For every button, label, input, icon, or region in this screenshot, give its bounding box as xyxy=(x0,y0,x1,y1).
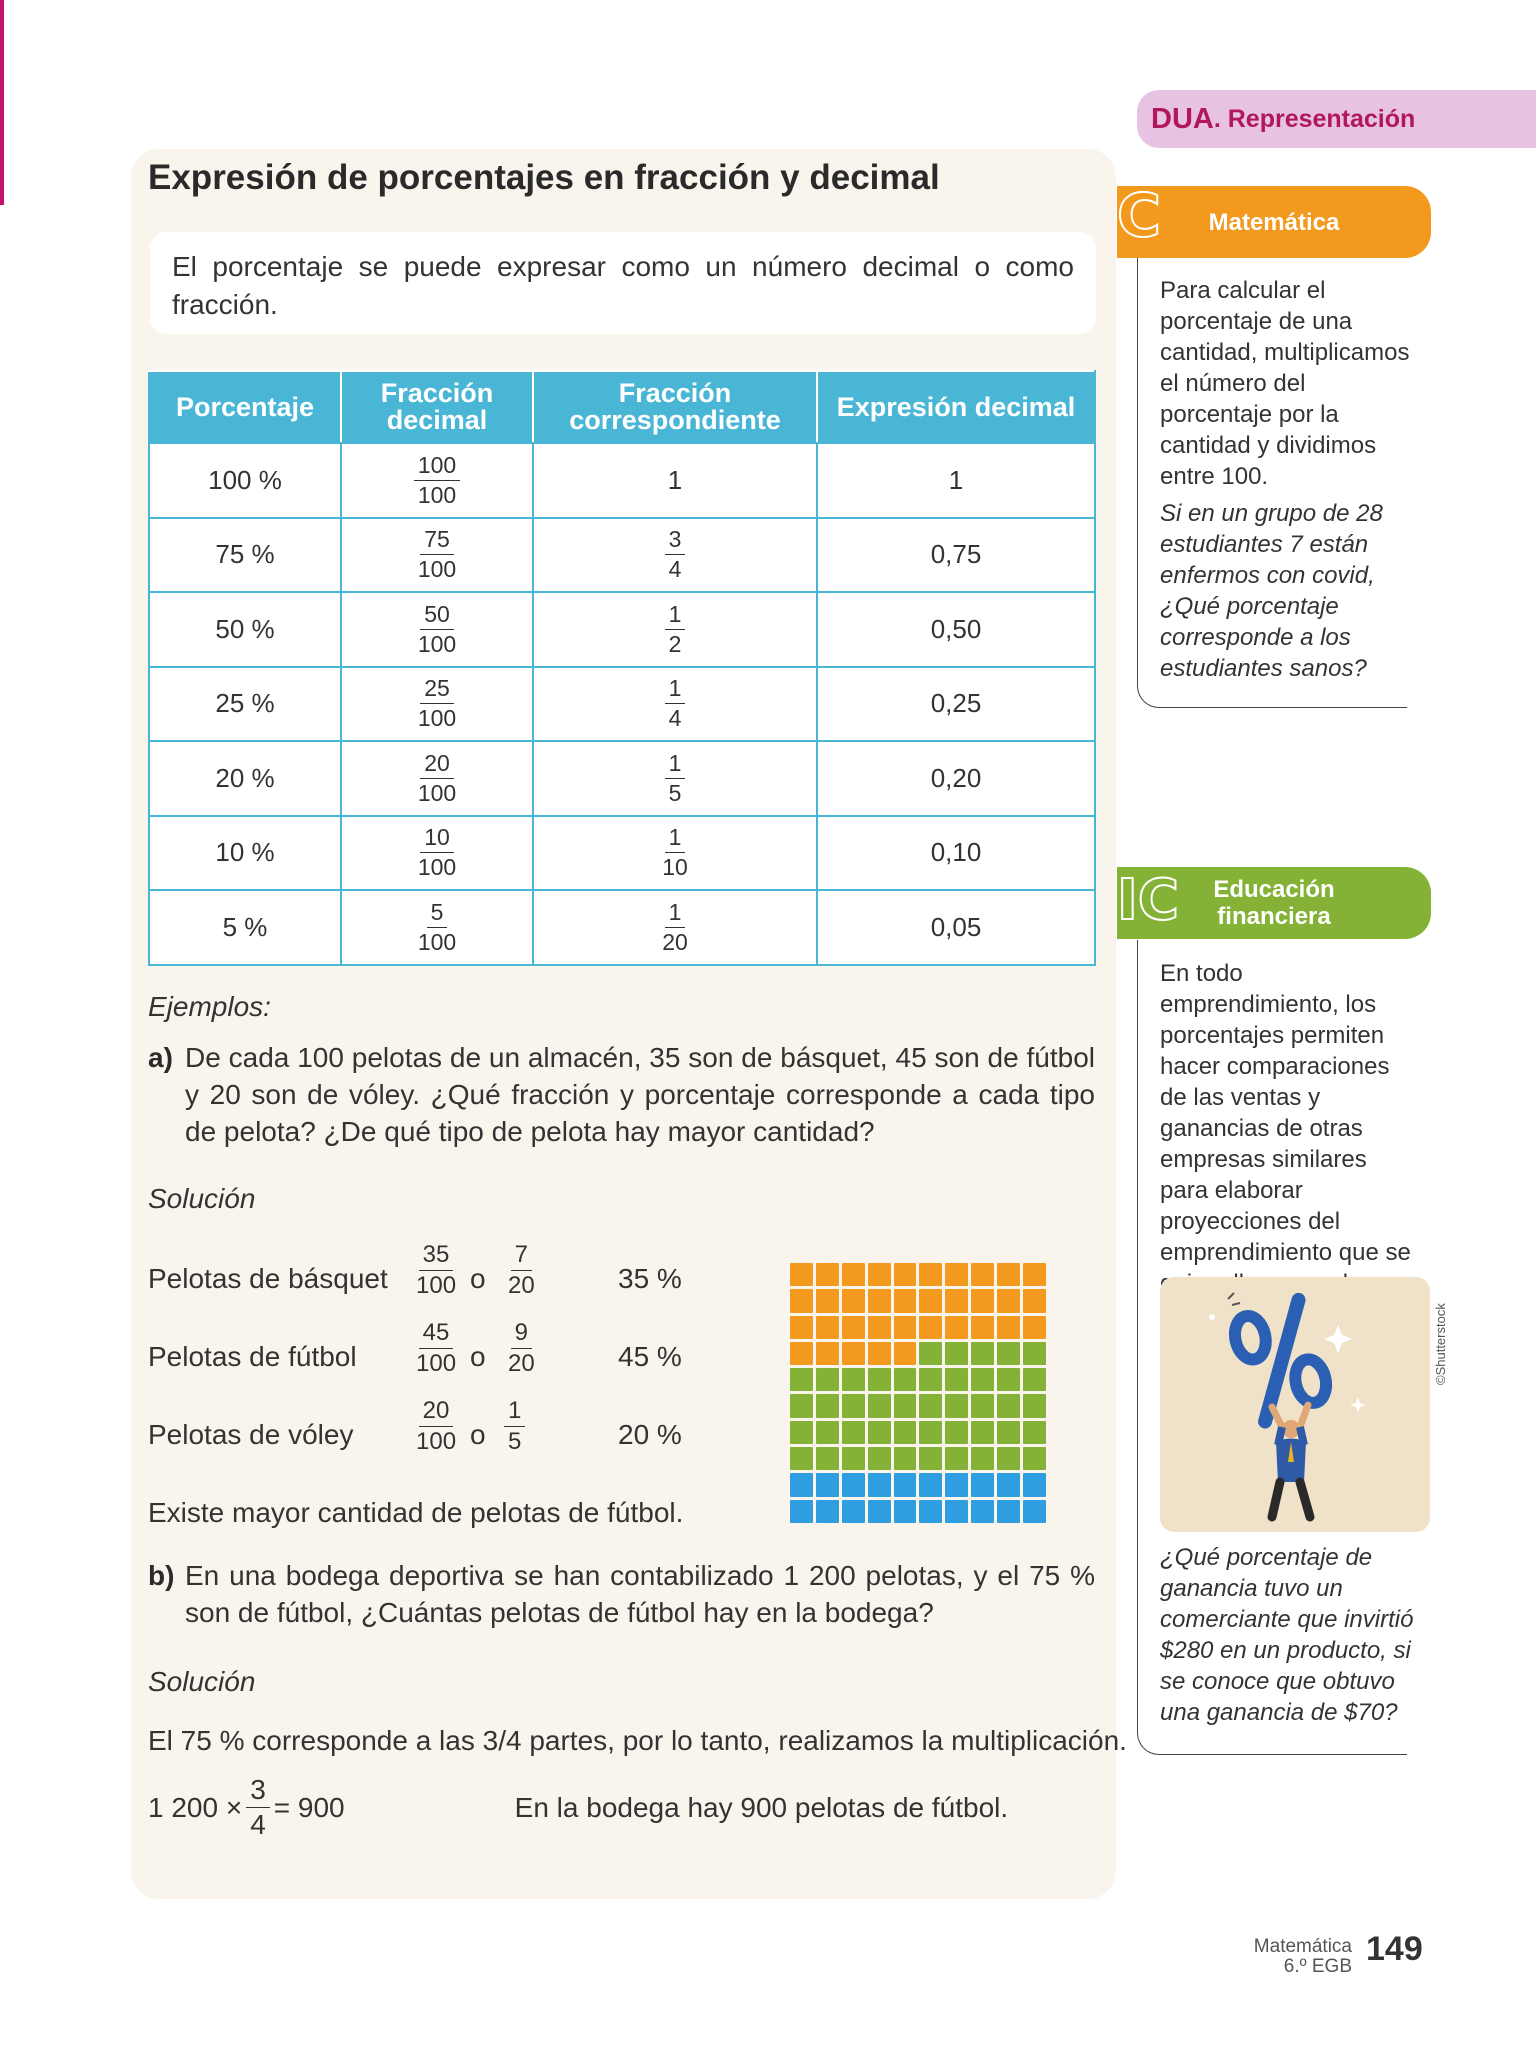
table-header-row xyxy=(149,371,1095,443)
corresponding-fraction xyxy=(665,749,686,806)
cell-corresponding-fraction xyxy=(533,741,817,816)
solution-row xyxy=(148,1243,708,1319)
cell-percentage: 50 % xyxy=(149,592,341,667)
fraction-numerator: 1 xyxy=(504,1399,525,1427)
grid-cell-futbol xyxy=(1023,1394,1046,1417)
percent-illustration xyxy=(1160,1277,1430,1532)
calc-answer: En la bodega hay 900 pelotas de fútbol. xyxy=(514,1791,1009,1823)
grid-cell-basquet xyxy=(842,1342,865,1365)
grid-cell-voley xyxy=(868,1473,891,1496)
solution-a-label: Solución xyxy=(148,1183,256,1214)
fraction-denominator: 20 xyxy=(508,1350,535,1377)
grid-cell-futbol xyxy=(945,1368,968,1391)
grid-cell-basquet xyxy=(919,1263,942,1286)
solution-b-label: Solución xyxy=(148,1666,256,1697)
header-fraccion-decimal: Fracción decimal xyxy=(341,371,533,443)
grid-cell-basquet xyxy=(868,1342,891,1365)
dua-banner xyxy=(1137,90,1536,148)
cell-percentage: 20 % xyxy=(149,741,341,816)
grid-cell-futbol xyxy=(842,1394,865,1417)
dua-label: DUA xyxy=(1151,102,1214,135)
grid-cell-futbol xyxy=(971,1368,994,1391)
grid-cell-basquet xyxy=(997,1289,1020,1312)
fraction-denominator: 100 xyxy=(417,779,457,806)
grid-cell-futbol xyxy=(868,1368,891,1391)
cell-percentage: 25 % xyxy=(149,667,341,742)
decimal-fraction xyxy=(414,451,460,508)
cell-decimal-fraction xyxy=(341,890,533,965)
cell-percentage: 100 % xyxy=(149,443,341,518)
corresponding-fraction xyxy=(665,528,686,581)
grid-cell-futbol xyxy=(842,1447,865,1470)
example-a-label: a) xyxy=(148,1042,173,1073)
grid-cell-futbol xyxy=(997,1394,1020,1417)
grid-cell-futbol xyxy=(945,1342,968,1365)
grid-cell-futbol xyxy=(971,1447,994,1470)
math-box-title: Matemática xyxy=(1208,208,1340,236)
fraction-denominator: 100 xyxy=(417,705,457,732)
calc-fraction-denominator: 4 xyxy=(250,1809,266,1840)
fraction-numerator: 10 xyxy=(420,826,454,853)
cell-decimal-expression: 0,25 xyxy=(817,667,1095,742)
header-porcentaje: Porcentaje xyxy=(149,371,341,443)
grid-cell-futbol xyxy=(945,1421,968,1444)
fraction-numerator: 35 xyxy=(419,1243,454,1271)
footer-subject-block xyxy=(1222,1937,1352,1977)
percentage-table xyxy=(148,370,1096,966)
table-row xyxy=(149,518,1095,593)
grid-cell-voley xyxy=(919,1500,942,1523)
examples-title: Ejemplos: xyxy=(148,991,271,1022)
fraction-denominator: 2 xyxy=(668,630,682,657)
intro-box xyxy=(150,232,1096,334)
grid-cell-voley xyxy=(997,1500,1020,1523)
fraction-denominator: 4 xyxy=(668,556,682,583)
footer-subject: Matemática xyxy=(1253,1936,1352,1957)
or-word: o xyxy=(470,1263,486,1294)
finance-box-text: En todo emprendimiento, los porcentajes permiten hacer comparaciones de las ventas y ganancias de otras empresas similares para elaborar proyecciones del emprendimiento que se xyxy=(1160,960,1411,1266)
table-row xyxy=(149,890,1095,965)
grid-cell-voley xyxy=(816,1473,839,1496)
math-box-question: Si en un grupo de 28 estudiantes 7 están enfermos con covid, ¿Qué porcentaje corresponde a los estudiantes sanos? xyxy=(1160,500,1383,682)
cell-decimal-fraction xyxy=(341,443,533,518)
grid-cell-futbol xyxy=(868,1447,891,1470)
finance-box-title: Educación financiera xyxy=(1213,876,1335,930)
grid-cell-basquet xyxy=(816,1342,839,1365)
fraction-numerator: 50 xyxy=(420,603,454,630)
fraction-numerator: 5 xyxy=(427,901,448,928)
grid-cell-basquet xyxy=(971,1289,994,1312)
grid-cell-basquet xyxy=(1023,1289,1046,1312)
calc-right: = 900 xyxy=(273,1791,345,1823)
grid-cell-futbol xyxy=(971,1342,994,1365)
solution-row xyxy=(148,1321,708,1397)
ball-type-label: Pelotas de fútbol xyxy=(148,1341,357,1372)
grid-cell-futbol xyxy=(842,1421,865,1444)
grid-cell-basquet xyxy=(842,1263,865,1286)
table-row xyxy=(149,443,1095,518)
example-b-text: En una bodega deportiva se han contabilizado 1 200 pelotas, y el 75 % son de fútbol, ¿Cuántas pelotas de fútbol hay en la bodega? xyxy=(185,1560,1095,1628)
fraction-numerator: 100 xyxy=(414,454,460,481)
fraction-denominator: 100 xyxy=(416,1350,457,1377)
grid-cell-voley xyxy=(842,1473,865,1496)
grid-cell-basquet xyxy=(1023,1263,1046,1286)
decimal-fraction xyxy=(414,528,460,581)
grid-cell-futbol xyxy=(997,1447,1020,1470)
businessman-percent-icon xyxy=(1160,1277,1430,1532)
grid-cell-futbol xyxy=(1023,1368,1046,1391)
grid-cell-futbol xyxy=(971,1394,994,1417)
cell-percentage: 75 % xyxy=(149,518,341,593)
table-row xyxy=(149,592,1095,667)
cell-decimal-fraction xyxy=(341,518,533,593)
example-a-text: De cada 100 pelotas de un almacén, 35 son de básquet, 45 son de fútbol y 20 son de vóley. ¿Qué fracción y porcentaje corresponde a cada tipo de pelota? ¿De qué tipo de pelota hay mayor cantidad? xyxy=(185,1042,1095,1147)
cell-percentage: 5 % xyxy=(149,890,341,965)
cell-corresponding-fraction xyxy=(533,667,817,742)
table-row xyxy=(149,741,1095,816)
grid-cell-futbol xyxy=(868,1394,891,1417)
fraction-numerator: 75 xyxy=(420,528,454,555)
fraction-numerator: 1 xyxy=(665,677,686,704)
cell-decimal-fraction xyxy=(341,667,533,742)
cell-decimal-expression: 0,75 xyxy=(817,518,1095,593)
grid-cell-voley xyxy=(868,1500,891,1523)
calc-fraction-numerator: 3 xyxy=(246,1776,270,1808)
cell-decimal-fraction xyxy=(341,592,533,667)
grid-cell-futbol xyxy=(894,1368,917,1391)
fraction-denominator: 10 xyxy=(662,854,688,881)
ball-percentage: 45 % xyxy=(618,1341,682,1372)
grid-cell-futbol xyxy=(868,1421,891,1444)
grid-cell-basquet xyxy=(997,1263,1020,1286)
edge-accent-bar xyxy=(0,0,4,205)
grid-cell-voley xyxy=(894,1473,917,1496)
grid-cell-futbol xyxy=(816,1421,839,1444)
simplified-fraction xyxy=(504,1243,539,1298)
cell-corresponding-fraction xyxy=(533,592,817,667)
math-box-text: Para calcular el porcentaje de una cantidad, multiplicamos el número del porcentaje por la cantidad y dividimos entre 100. xyxy=(1160,277,1410,490)
cell-decimal-expression: 0,50 xyxy=(817,592,1095,667)
fraction-numerator: 1 xyxy=(665,901,686,928)
cell-decimal-expression: 0,10 xyxy=(817,816,1095,891)
grid-cell-futbol xyxy=(919,1421,942,1444)
grid-cell-futbol xyxy=(790,1394,813,1417)
grid-cell-voley xyxy=(842,1500,865,1523)
grid-cell-basquet xyxy=(868,1263,891,1286)
fraction-denominator: 100 xyxy=(417,928,457,955)
grid-cell-futbol xyxy=(997,1421,1020,1444)
grid-cell-voley xyxy=(971,1500,994,1523)
fraction-denominator: 5 xyxy=(508,1428,522,1455)
simplified-fraction xyxy=(504,1321,539,1376)
grid-cell-futbol xyxy=(816,1368,839,1391)
table-row xyxy=(149,667,1095,742)
decimal-fraction xyxy=(414,677,460,730)
ball-type-label: Pelotas de básquet xyxy=(148,1263,388,1294)
cell-decimal-expression: 0,05 xyxy=(817,890,1095,965)
grid-cell-futbol xyxy=(894,1394,917,1417)
corresponding-fraction xyxy=(665,677,686,730)
grid-cell-basquet xyxy=(945,1263,968,1286)
grid-cell-voley xyxy=(997,1473,1020,1496)
fraction-denominator: 100 xyxy=(417,556,457,583)
header-fraccion-correspondiente: Fracción correspondiente xyxy=(533,371,817,443)
grid-cell-futbol xyxy=(1023,1342,1046,1365)
decimal-fraction xyxy=(414,898,460,955)
fraction-denominator: 100 xyxy=(416,1272,457,1299)
fraction-denominator: 5 xyxy=(668,779,682,806)
decimal-fraction xyxy=(412,1399,460,1454)
fraction-numerator: 20 xyxy=(420,752,454,779)
cell-decimal-expression: 1 xyxy=(817,443,1095,518)
cell-decimal-fraction xyxy=(341,816,533,891)
grid-cell-basquet xyxy=(790,1342,813,1365)
intro-text: El porcentaje se puede expresar como un número decimal o como fracción. xyxy=(172,251,1074,320)
conclusion-a: Existe mayor cantidad de pelotas de fútbol. xyxy=(148,1497,684,1528)
grid-cell-basquet xyxy=(790,1316,813,1339)
grid-cell-basquet xyxy=(919,1289,942,1312)
fraction-denominator: 100 xyxy=(417,854,457,881)
grid-cell-voley xyxy=(790,1500,813,1523)
cell-decimal-fraction xyxy=(341,741,533,816)
ball-percentage: 20 % xyxy=(618,1419,682,1450)
fraction-numerator: 3 xyxy=(665,528,686,555)
cell-decimal-expression: 0,20 xyxy=(817,741,1095,816)
solution-b-text: El 75 % corresponde a las 3/4 partes, por lo tanto, realizamos la multiplicación. xyxy=(148,1725,1127,1756)
fraction-numerator: 1 xyxy=(665,603,686,630)
corresponding-whole: 1 xyxy=(667,464,683,495)
grid-cell-voley xyxy=(919,1473,942,1496)
grid-cell-futbol xyxy=(790,1368,813,1391)
grid-cell-futbol xyxy=(919,1368,942,1391)
ball-type-label: Pelotas de vóley xyxy=(148,1419,354,1450)
cell-corresponding-fraction xyxy=(533,890,817,965)
calculation xyxy=(148,1776,1008,1839)
grid-cell-futbol xyxy=(919,1447,942,1470)
table-body xyxy=(149,443,1095,965)
grid-cell-futbol xyxy=(945,1447,968,1470)
fraction-denominator: 100 xyxy=(417,481,457,508)
grid-cell-voley xyxy=(945,1500,968,1523)
dua-representation-label: . Representación xyxy=(1213,104,1416,133)
fraction-numerator: 45 xyxy=(419,1321,454,1349)
grid-cell-voley xyxy=(1023,1500,1046,1523)
grid-cell-basquet xyxy=(894,1342,917,1365)
hundred-grid xyxy=(790,1263,1046,1523)
grid-cell-basquet xyxy=(945,1289,968,1312)
fraction-denominator: 20 xyxy=(662,928,688,955)
grid-cell-voley xyxy=(894,1500,917,1523)
grid-cell-basquet xyxy=(816,1316,839,1339)
page-title: Expresión de porcentajes en fracción y decimal xyxy=(148,158,940,197)
decimal-fraction xyxy=(414,826,460,879)
grid-cell-basquet xyxy=(842,1316,865,1339)
cell-corresponding-fraction xyxy=(533,518,817,593)
simplified-fraction xyxy=(504,1399,525,1454)
grid-cell-voley xyxy=(790,1473,813,1496)
image-credit: ©Shutterstock xyxy=(1433,1303,1448,1385)
ic-logo-icon: IC xyxy=(1117,868,1179,933)
decimal-fraction xyxy=(414,749,460,806)
fraction-numerator: 20 xyxy=(419,1399,454,1427)
fraction-denominator: 4 xyxy=(668,705,682,732)
grid-cell-futbol xyxy=(894,1447,917,1470)
grid-cell-basquet xyxy=(842,1289,865,1312)
corresponding-fraction xyxy=(665,600,686,657)
math-box-header xyxy=(1117,181,1431,258)
fraction-numerator: 9 xyxy=(511,1321,532,1349)
example-b-label: b) xyxy=(148,1560,175,1591)
grid-cell-voley xyxy=(945,1473,968,1496)
fraction-denominator: 100 xyxy=(417,630,457,657)
grid-cell-futbol xyxy=(816,1447,839,1470)
grid-cell-futbol xyxy=(894,1421,917,1444)
grid-cell-basquet xyxy=(894,1316,917,1339)
grid-cell-basquet xyxy=(894,1263,917,1286)
grid-cell-voley xyxy=(971,1473,994,1496)
grid-cell-futbol xyxy=(816,1394,839,1417)
grid-cell-basquet xyxy=(971,1263,994,1286)
grid-cell-basquet xyxy=(868,1316,891,1339)
or-word: o xyxy=(470,1419,486,1450)
corresponding-fraction xyxy=(658,898,692,955)
grid-cell-basquet xyxy=(919,1316,942,1339)
finance-box-question: ¿Qué porcentaje de ganancia tuvo un comerciante que invirtió $280 en un producto, si se conoce que obtuvo una ganancia de $70? xyxy=(1160,1544,1414,1726)
grid-cell-basquet xyxy=(1023,1316,1046,1339)
page-number: 149 xyxy=(1366,1930,1423,1968)
grid-cell-futbol xyxy=(1023,1447,1046,1470)
grid-cell-futbol xyxy=(919,1394,942,1417)
grid-cell-basquet xyxy=(894,1289,917,1312)
grid-cell-futbol xyxy=(790,1447,813,1470)
fraction-numerator: 25 xyxy=(420,677,454,704)
grid-cell-futbol xyxy=(919,1342,942,1365)
grid-cell-futbol xyxy=(997,1342,1020,1365)
calc-fraction xyxy=(246,1776,270,1839)
grid-cell-futbol xyxy=(790,1421,813,1444)
solution-row xyxy=(148,1399,708,1475)
grid-cell-basquet xyxy=(790,1289,813,1312)
grid-cell-basquet xyxy=(868,1289,891,1312)
grid-cell-voley xyxy=(816,1500,839,1523)
fraction-numerator: 7 xyxy=(511,1243,532,1271)
grid-cell-futbol xyxy=(971,1421,994,1444)
grid-cell-futbol xyxy=(945,1394,968,1417)
decimal-fraction xyxy=(414,600,460,657)
calc-left: 1 200 × xyxy=(148,1791,243,1823)
fraction-denominator: 20 xyxy=(508,1272,535,1299)
grid-cell-basquet xyxy=(997,1316,1020,1339)
grid-cell-basquet xyxy=(816,1289,839,1312)
fraction-denominator: 100 xyxy=(416,1428,457,1455)
grid-cell-basquet xyxy=(971,1316,994,1339)
decimal-fraction xyxy=(412,1321,460,1376)
grid-cell-futbol xyxy=(997,1368,1020,1391)
fraction-numerator: 1 xyxy=(665,826,686,853)
footer-grade: 6.º EGB xyxy=(1283,1956,1352,1977)
ball-percentage: 35 % xyxy=(618,1263,682,1294)
grid-cell-futbol xyxy=(842,1368,865,1391)
grid-cell-futbol xyxy=(1023,1421,1046,1444)
grid-cell-voley xyxy=(1023,1473,1046,1496)
decimal-fraction xyxy=(412,1243,460,1298)
cell-corresponding-fraction xyxy=(533,816,817,891)
grid-cell-basquet xyxy=(816,1263,839,1286)
c-logo-icon: C xyxy=(1117,181,1162,251)
or-word: o xyxy=(470,1341,486,1372)
table-row xyxy=(149,816,1095,891)
grid-cell-basquet xyxy=(790,1263,813,1286)
cell-corresponding-fraction xyxy=(533,443,817,518)
cell-percentage: 10 % xyxy=(149,816,341,891)
header-expresion-decimal: Expresión decimal xyxy=(817,371,1095,443)
fraction-numerator: 1 xyxy=(665,752,686,779)
grid-cell-basquet xyxy=(945,1316,968,1339)
corresponding-fraction xyxy=(658,826,692,879)
